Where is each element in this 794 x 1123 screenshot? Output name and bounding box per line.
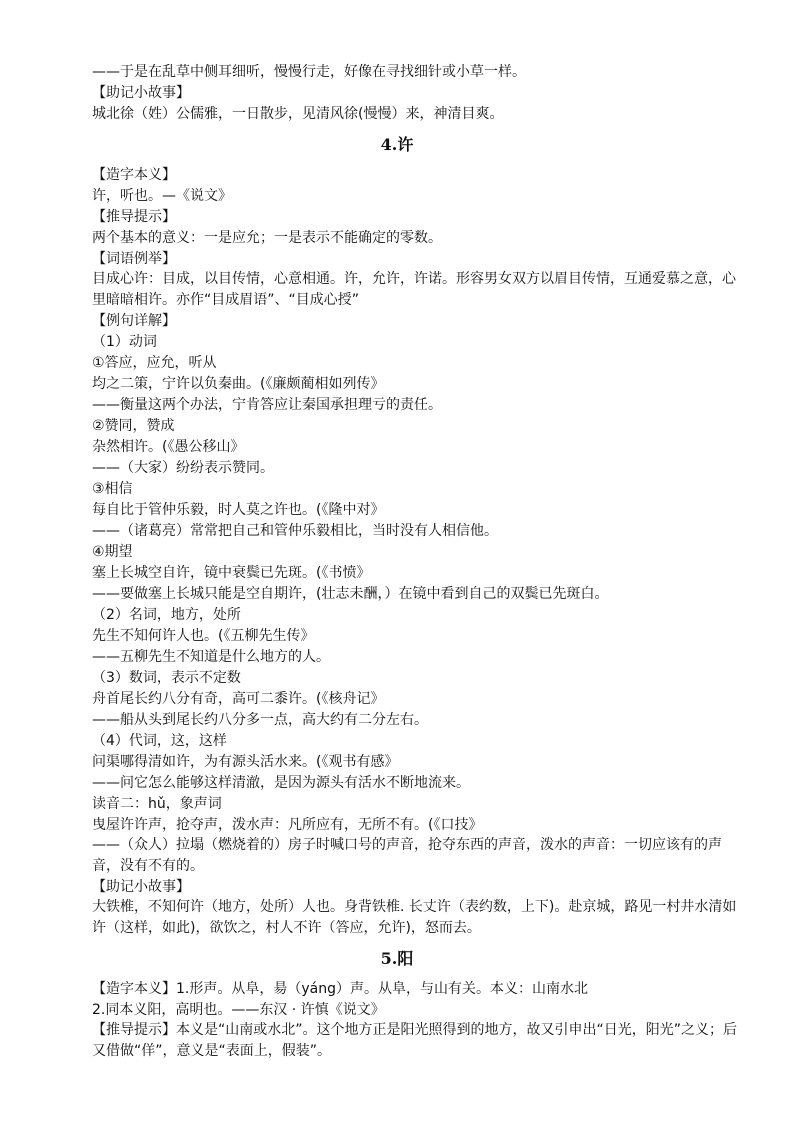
section-heading: 5.阳 (380, 949, 414, 968)
section-label: 【助记小故事】 (92, 85, 190, 101)
text-paragraph: 目成心许：目成，以目传情，心意相通。许，允许，许诺。形容男女双方以眉目传情，互通爱慕之意，心里暗暗相许。亦作“目成眉语”、“目成心授” (92, 271, 736, 308)
text-line: （2）名词，地方，处所 (92, 607, 241, 623)
text-line: 许，听也。—《说文》 (92, 188, 232, 204)
text-line: （1）动词 (92, 334, 157, 350)
text-line: 问渠哪得清如许，为有源头活水来。(《观书有感》 (92, 754, 399, 770)
text-line: 每自比于管仲乐毅，时人莫之许也。(《隆中对》 (92, 502, 385, 518)
text-line: 2.同本义阳，高明也。——东汉 · 许慎《说文》 (92, 1002, 385, 1018)
section-label: 【词语例举】 (92, 251, 176, 267)
text-line: 舟首尾长约八分有奇，高可二黍许。(《核舟记》 (92, 691, 385, 707)
text-line: ——问它怎么能够这样清澈，是因为源头有活水不断地流来。 (92, 775, 470, 791)
text-paragraph: 大铁椎，不知何许（地方，处所）人也。身背铁椎. 长丈许（表约数，上下)。赴京城，路见一村井水清如许（这样，如此)，欲饮之，村人不许（答应，允许)，怒而去。 (92, 899, 737, 936)
text-line: ——（诸葛亮）常常把自己和管仲乐毅相比，当时没有人相信他。 (92, 523, 498, 539)
text-line: （3）数词，表示不定数 (92, 670, 241, 686)
text-paragraph: ——（众人）拉塌（燃烧着的）房子时喊口号的声音，抢夺东西的声音，泼水的声音：一切应该有的声音，没有不有的。 (92, 837, 722, 874)
text-line: ④期望 (92, 544, 133, 560)
text-line: 读音二：hǔ，象声词 (92, 796, 222, 812)
text-line: ②赞同，赞成 (92, 418, 175, 434)
section-label: 【助记小故事】 (92, 879, 190, 895)
text-line: 先生不知何许人也。(《五柳先生传》 (92, 628, 315, 644)
text-line: 城北徐（姓）公儒雅，一日散步，见清风徐(慢慢）来，神清目爽。 (92, 106, 504, 122)
text-line: ——衡量这两个办法，宁肯答应让秦国承担理亏的责任。 (92, 397, 442, 413)
section-label: 【推导提示】 (92, 209, 176, 225)
text-line: ——船从头到尾长约八分多一点，高大约有二分左右。 (92, 712, 428, 728)
text-line: 【造字本义】1.形声。从阜，昜（yáng）声。从阜，与山有关。本义：山南水北 (92, 981, 588, 997)
text-paragraph: 【推导提示】本义是“山南或水北”。这个地方正是阳光照得到的地方，故又引申出“日光，阳光”之义；后又借做“佯”，意义是“表面上，假装”。 (92, 1022, 738, 1059)
text-line: 塞上长城空自许，镜中衰鬓已先斑。(《书愤》 (92, 565, 371, 581)
text-line: 杂然相许。(《愚公移山》 (92, 439, 245, 455)
section-label: 【造字本义】 (92, 167, 176, 183)
text-line: ①答应，应允，听从 (92, 355, 217, 371)
text-line: 均之二策，宁许以负秦曲。(《廉颇蔺相如列传》 (92, 376, 385, 392)
section-heading: 4.许 (380, 135, 414, 154)
text-line: ——于是在乱草中侧耳细听，慢慢行走，好像在寻找细针或小草一样。 (92, 64, 526, 80)
text-line: 曳屋许许声，抢夺声，泼水声：凡所应有，无所不有。(《口技》 (92, 817, 483, 833)
text-line: ③相信 (92, 481, 133, 497)
text-line: ——要做塞上长城只能是空自期许，(壮志未酬，）在镜中看到自己的双鬓已先斑白。 (92, 586, 609, 602)
section-label: 【例句详解】 (92, 313, 176, 329)
text-line: ——（大家）纷纷表示赞同。 (92, 460, 274, 476)
text-line: 两个基本的意义：一是应允；一是表示不能确定的零数。 (92, 230, 442, 246)
text-line: （4）代词，这，这样 (92, 733, 227, 749)
text-line: ——五柳先生不知道是什么地方的人。 (92, 649, 330, 665)
